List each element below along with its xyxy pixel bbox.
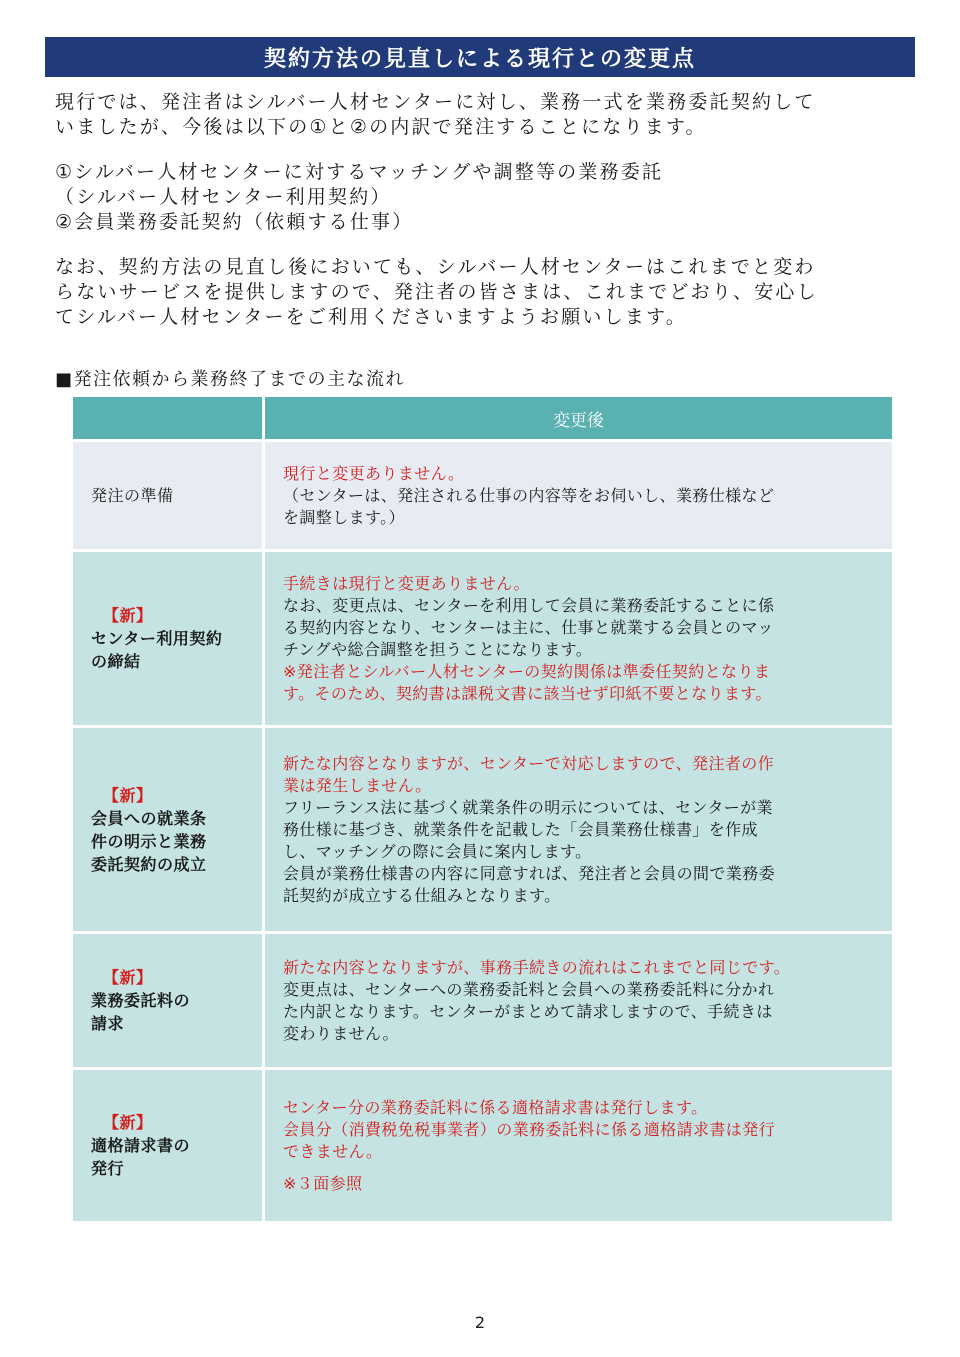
contract-item: ①シルバー人材センターに対するマッチングや調整等の業務委託 [55, 161, 664, 183]
table-row [72, 551, 894, 727]
highlight-line: 新たな内容となりますが、センターで対応しますので、発注者の作 [283, 753, 775, 773]
description-line: （センターは、発注される仕事の内容等をお伺いし、業務仕様など [283, 485, 775, 505]
highlight-line: ※発注者とシルバー人材センターの契約関係は準委任契約となりま [283, 661, 771, 681]
highlight-line: 会員分（消費税免税事業者）の業務委託料に係る適格請求書は発行 [283, 1119, 776, 1139]
step-label: 発注の準備 [91, 486, 174, 505]
description-line: 変更点は、センターへの業務委託料と会員への業務委託料に分かれ [283, 979, 775, 999]
table-header-row [72, 397, 894, 441]
table-row [72, 727, 894, 933]
closing-line: てシルバー人材センターをご利用くださいますようお願いします。 [55, 306, 687, 328]
change-description-cell [264, 1069, 894, 1223]
new-tag: 【新】 [103, 968, 153, 987]
closing-line: なお、契約方法の見直し後においても、シルバー人材センターはこれまでと変わ [55, 256, 816, 278]
step-label-cell [72, 551, 264, 727]
table-row [72, 1069, 894, 1223]
description-line: 務仕様に基づき、就業条件を記載した「会員業務仕様書」を作成 [283, 819, 758, 839]
step-label-cell [72, 727, 264, 933]
page-number: 2 [474, 1313, 486, 1332]
step-label-cell [72, 1069, 264, 1223]
intro-paragraph [55, 90, 905, 140]
step-label: 業務委託料の 請求 [91, 991, 191, 1033]
description-line: た内訳となります。センターがまとめて請求しますので、手続きは [283, 1001, 773, 1021]
intro-line: 現行では、発注者はシルバー人材センターに対し、業務一式を業務委託契約して [55, 91, 816, 113]
new-tag: 【新】 [103, 606, 153, 625]
change-description-cell [264, 441, 894, 551]
change-description-cell [264, 727, 894, 933]
header-after-change: 変更後 [264, 397, 894, 441]
contract-items [55, 160, 905, 235]
step-label: センター利用契約 の締結 [91, 629, 223, 671]
description-line: 会員が業務仕様書の内容に同意すれば、発注者と会員の間で業務委 [283, 863, 776, 883]
highlight-line: 業は発生しません。 [283, 775, 432, 795]
flow-heading: ■発注依頼から業務終了までの主な流れ [55, 369, 406, 390]
header-step [72, 397, 264, 441]
new-tag: 【新】 [103, 1113, 153, 1132]
flow-table [70, 397, 895, 1224]
change-description-cell [264, 933, 894, 1069]
description-line: を調整します。） [283, 507, 405, 527]
step-label-cell [72, 933, 264, 1069]
description-line: 託契約が成立する仕組みとなります。 [283, 885, 561, 905]
description-line: チングや総合調整を担うことになります。 [283, 639, 593, 659]
description-line: る契約内容となり、センターは主に、仕事と就業する会員とのマッ [283, 617, 774, 637]
description-line: 変わりません。 [283, 1023, 399, 1043]
highlight-line: センター分の業務委託料に係る適格請求書は発行します。 [283, 1097, 708, 1117]
description-line: し、マッチングの際に会員に案内します。 [283, 841, 592, 861]
highlight-line: 新たな内容となりますが、事務手続きの流れはこれまでと同じです。 [283, 957, 791, 977]
contract-item: （シルバー人材センター利用契約） [55, 186, 392, 208]
highlight-line: できません。 [283, 1141, 383, 1161]
description-line: なお、変更点は、センターを利用して会員に業務委託することに係 [283, 595, 775, 615]
intro-line: いましたが、今後は以下の①と②の内訳で発注することになります。 [55, 116, 707, 138]
table-row [72, 933, 894, 1069]
step-label: 会員への就業条 件の明示と業務 委託契約の成立 [91, 808, 207, 874]
description-line: フリーランス法に基づく就業条件の明示については、センターが業 [283, 797, 773, 817]
change-description-cell [264, 551, 894, 727]
highlight-line: 手続きは現行と変更ありません。 [283, 573, 530, 593]
reference-note: ※３面参照 [283, 1173, 363, 1193]
contract-item: ②会員業務委託契約（依頼する仕事） [55, 211, 414, 233]
closing-paragraph [55, 255, 905, 330]
step-label-cell [72, 441, 264, 551]
new-tag: 【新】 [103, 785, 153, 805]
table-row [72, 441, 894, 551]
closing-line: らないサービスを提供しますので、発注者の皆さまは、これまでどおり、安心し [55, 281, 818, 303]
highlight-line: す。そのため、契約書は課税文書に該当せず印紙不要となります。 [283, 683, 772, 703]
step-label: 適格請求書の 発行 [91, 1136, 191, 1178]
highlight-line: 現行と変更ありません。 [283, 463, 465, 483]
page-title: 契約方法の見直しによる現行との変更点 [45, 37, 915, 77]
